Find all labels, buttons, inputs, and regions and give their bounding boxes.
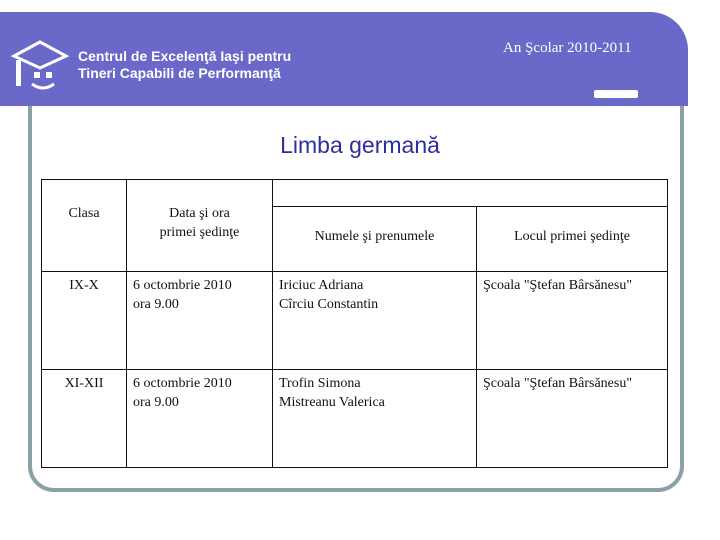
- row-2-names: Trofin Simona Mistreanu Valerica: [273, 370, 477, 468]
- header-spanning-cell: [273, 180, 668, 207]
- row-1-names: Iriciuc Adriana Cîrciu Constantin: [273, 272, 477, 370]
- table-row: [42, 272, 668, 370]
- sessions-table: [41, 179, 668, 468]
- school-year: An Şcolar 2010-2011: [503, 40, 632, 56]
- organization-name: [78, 48, 291, 82]
- header-class: Clasa: [42, 180, 127, 272]
- row-2-class: XI-XII: [42, 370, 127, 468]
- table-row: [42, 370, 668, 468]
- header-location: Locul primei şedinţe: [477, 207, 668, 272]
- row-2-date: 6 octombrie 2010 ora 9.00: [127, 370, 273, 468]
- org-name-line-2: Tineri Capabili de Performanţă: [78, 65, 281, 81]
- graduation-cap-logo-icon: [10, 34, 70, 94]
- header-date: Data şi ora primei şedinţe: [127, 180, 273, 272]
- row-1-date: 6 octombrie 2010 ora 9.00: [127, 272, 273, 370]
- row-1-class: IX-X: [42, 272, 127, 370]
- table-header-top-row: [42, 180, 668, 207]
- row-1-location: Şcoala "Ştefan Bârsănesu": [477, 272, 668, 370]
- org-name-line-1: Centrul de Excelenţă Iaşi pentru: [78, 48, 292, 64]
- page-title: Limba germană: [280, 132, 440, 158]
- header-band: [0, 12, 688, 106]
- accent-bar: [594, 90, 638, 98]
- row-2-location: Şcoala "Ştefan Bârsănesu": [477, 370, 668, 468]
- header-names: Numele şi prenumele: [273, 207, 477, 272]
